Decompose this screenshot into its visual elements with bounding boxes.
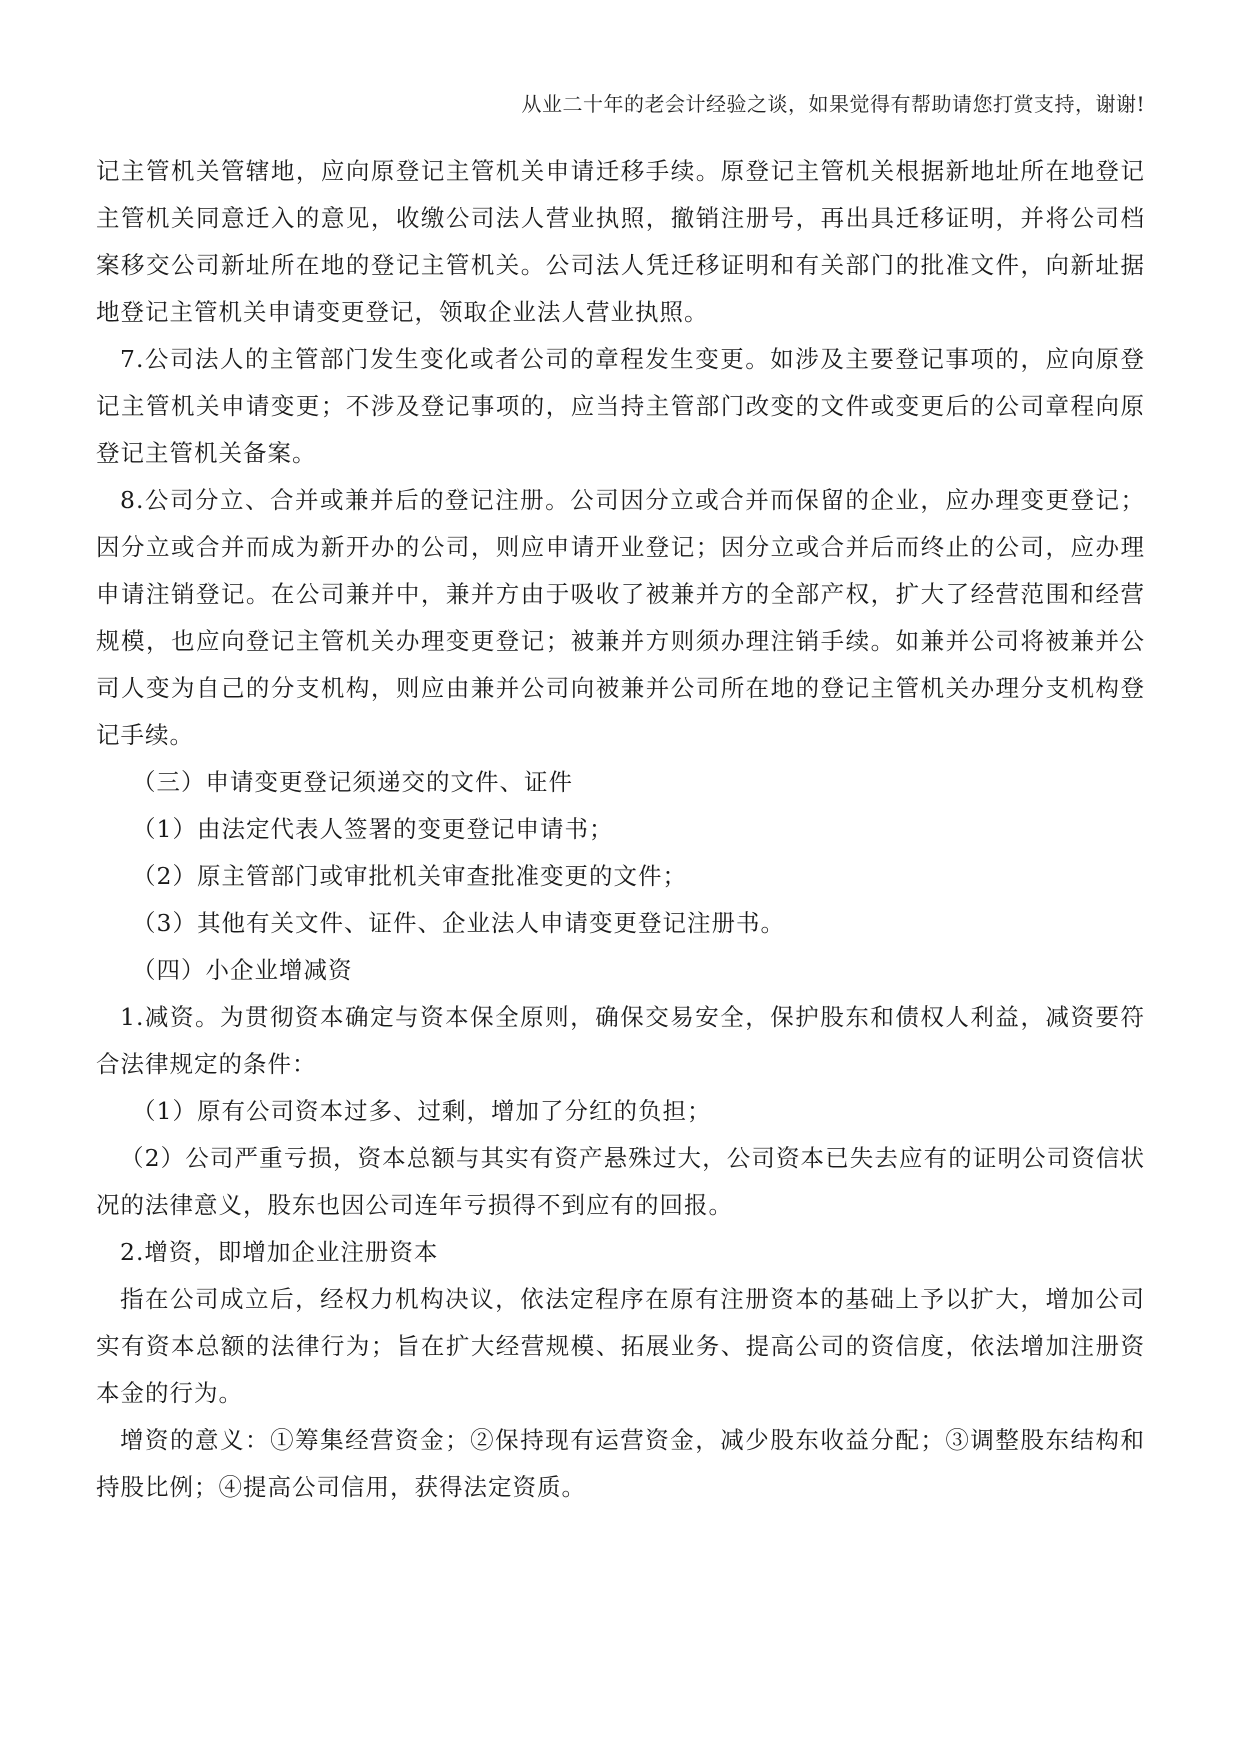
section-heading-3: （三）申请变更登记须递交的文件、证件: [132, 768, 573, 796]
document-body: [96, 148, 1145, 1511]
paragraph-capital-increase: 2.增资，即增加企业注册资本: [120, 1238, 439, 1266]
paragraph-continuation: 记主管机关管辖地，应向原登记主管机关申请迁移手续。原登记主管机关根据新地址所在地登记主管机关同意迁入的意见，收缴公司法人营业执照，撤销注册号，再出具迁移证明，并将公司档案移交公司新址所在地的登记主管机关。公司法人凭迁移证明和有关部门的批准文件，向新址据地登记主管机关申请变更登记，领取企业法人营业执照。: [96, 157, 1145, 326]
list-item-1: （1）由法定代表人签署的变更登记申请书；: [132, 815, 614, 843]
paragraph-capital-increase-definition: 指在公司成立后，经权力机构决议，依法定程序在原有注册资本的基础上予以扩大，增加公司实有资本总额的法律行为；旨在扩大经营规模、拓展业务、提高公司的资信度，依法增加注册资本金的行为。: [96, 1285, 1145, 1407]
paragraph-item-7: 7.公司法人的主管部门发生变化或者公司的章程发生变更。如涉及主要登记事项的，应向原登记主管机关申请变更；不涉及登记事项的，应当持主管部门改变的文件或变更后的公司章程向原登记主管机关备案。: [96, 345, 1145, 467]
condition-item-1: （1）原有公司资本过多、过剩，增加了分红的负担；: [132, 1097, 712, 1125]
list-item-2: （2）原主管部门或审批机关审查批准变更的文件；: [132, 862, 687, 890]
paragraph-capital-reduction: 1.减资。为贯彻资本确定与资本保全原则，确保交易安全，保护股东和债权人利益，减资要符合法律规定的条件：: [96, 1003, 1145, 1078]
paragraph-item-8: 8.公司分立、合并或兼并后的登记注册。公司因分立或合并而保留的企业，应办理变更登记；因分立或合并而成为新开办的公司，则应申请开业登记；因分立或合并后而终止的公司，应办理申请注销登记。在公司兼并中，兼并方由于吸收了被兼并方的全部产权，扩大了经营范围和经营规模，也应向登记主管机关办理变更登记；被兼并方则须办理注销手续。如兼并公司将被兼并公司人变为自己的分支机构，则应由兼并公司向被兼并公司所在地的登记主管机关办理分支机构登记手续。: [96, 486, 1145, 749]
condition-item-2: （2）公司严重亏损，资本总额与其实有资产悬殊过大，公司资本已失去应有的证明公司资信状况的法律意义，股东也因公司连年亏损得不到应有的回报。: [96, 1144, 1145, 1219]
section-heading-4: （四）小企业增减资: [132, 956, 353, 984]
list-item-3: （3）其他有关文件、证件、企业法人申请变更登记注册书。: [132, 909, 785, 937]
paragraph-capital-increase-significance: 增资的意义：①筹集经营资金；②保持现有运营资金，减少股东收益分配；③调整股东结构和持股比例；④提高公司信用，获得法定资质。: [96, 1426, 1145, 1501]
page-header: 从业二十年的老会计经验之谈，如果觉得有帮助请您打赏支持，谢谢!: [521, 92, 1145, 116]
